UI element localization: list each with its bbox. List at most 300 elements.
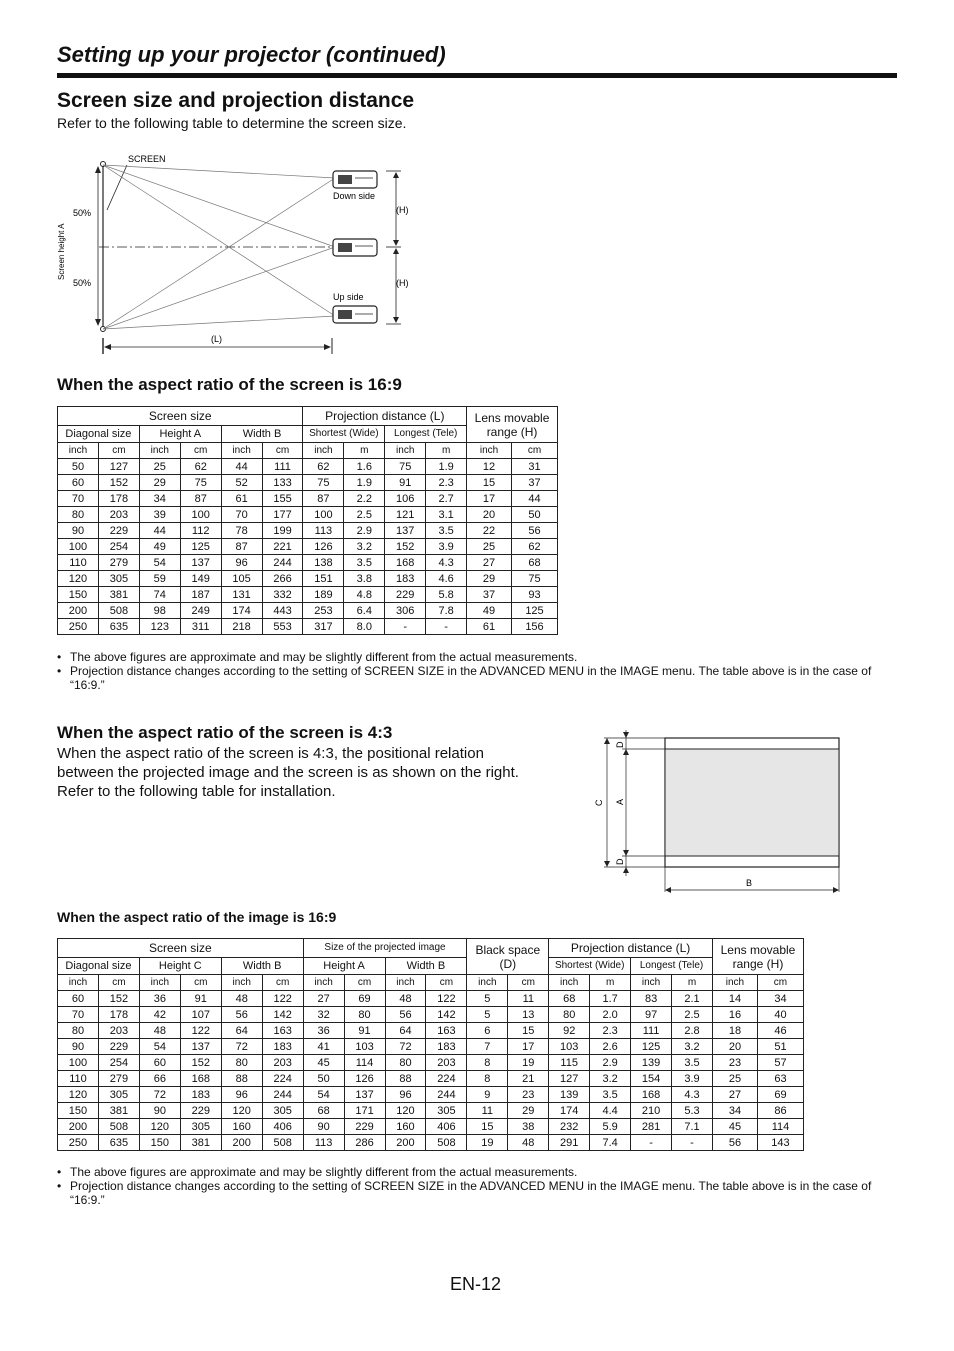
- table-cell: 3.2: [344, 539, 385, 555]
- table-cell: 111: [262, 459, 303, 475]
- table-cell: 68: [549, 991, 590, 1007]
- table-cell: 112: [180, 523, 221, 539]
- col-height-c: Height C: [139, 958, 221, 975]
- table-cell: 48: [508, 1135, 549, 1151]
- table-cell: 114: [757, 1119, 803, 1135]
- table-cell: 27: [303, 991, 344, 1007]
- table-cell: 2.1: [672, 991, 713, 1007]
- unit-cell: m: [672, 975, 713, 991]
- unit-cell: inch: [467, 975, 508, 991]
- table-cell: 187: [180, 587, 221, 603]
- table-cell: 137: [344, 1087, 385, 1103]
- col-shortest: Shortest (Wide): [549, 958, 631, 975]
- unit-cell: m: [344, 443, 385, 459]
- up-side-label: Up side: [333, 292, 364, 302]
- table-cell: 3.5: [344, 555, 385, 571]
- table-cell: 38: [508, 1119, 549, 1135]
- table-cell: 1.9: [426, 459, 467, 475]
- table-row: [58, 507, 558, 523]
- col-lens-line2: range (H): [732, 956, 784, 971]
- table-cell: 168: [385, 555, 426, 571]
- table-row: [58, 1103, 804, 1119]
- table-cell: 150: [58, 587, 99, 603]
- table-cell: 443: [262, 603, 303, 619]
- table-cell: 69: [344, 991, 385, 1007]
- table-cell: 1.9: [344, 475, 385, 491]
- table-cell: 80: [385, 1055, 426, 1071]
- unit-cell: inch: [221, 443, 262, 459]
- table-cell: 48: [221, 991, 262, 1007]
- table-cell: 44: [511, 491, 557, 507]
- table-cell: 168: [180, 1071, 221, 1087]
- table-cell: 635: [98, 619, 139, 635]
- table-cell: 210: [631, 1103, 672, 1119]
- col-width-b-image: Width B: [385, 958, 467, 975]
- table-cell: 110: [58, 1071, 99, 1087]
- l-label: (L): [211, 334, 222, 344]
- col-longest: Longest (Tele): [631, 958, 713, 975]
- table-cell: 3.1: [426, 507, 467, 523]
- table-cell: 61: [467, 619, 512, 635]
- table-cell: 168: [631, 1087, 672, 1103]
- table-cell: 121: [385, 507, 426, 523]
- table-cell: 218: [221, 619, 262, 635]
- table-cell: 68: [511, 555, 557, 571]
- table-row: [58, 555, 558, 571]
- table-cell: 553: [262, 619, 303, 635]
- table-cell: 200: [221, 1135, 262, 1151]
- table-cell: 160: [221, 1119, 262, 1135]
- table-cell: 1.6: [344, 459, 385, 475]
- table-169-body: [58, 443, 558, 635]
- unit-cell: m: [426, 443, 467, 459]
- unit-cell: cm: [426, 975, 467, 991]
- table-cell: 59: [139, 571, 180, 587]
- table-cell: 156: [511, 619, 557, 635]
- table-cell: 3.5: [590, 1087, 631, 1103]
- table-cell: 83: [631, 991, 672, 1007]
- table-row: [58, 1071, 804, 1087]
- table-cell: 221: [262, 539, 303, 555]
- table-cell: 42: [139, 1007, 180, 1023]
- table-cell: 125: [180, 539, 221, 555]
- table-cell: 92: [549, 1023, 590, 1039]
- table-cell: 305: [180, 1119, 221, 1135]
- section43-body: When the aspect ratio of the screen is 4:3, the positional relation between the projected image and the screen is as shown on the right. Refer to the following table for installation.: [57, 745, 519, 800]
- table-cell: 160: [385, 1119, 426, 1135]
- table-cell: 171: [344, 1103, 385, 1119]
- d-label-bottom: D: [615, 858, 625, 865]
- table-cell: 103: [549, 1039, 590, 1055]
- table-cell: 200: [385, 1135, 426, 1151]
- table-row: [58, 587, 558, 603]
- table-cell: 2.5: [672, 1007, 713, 1023]
- table-cell: 254: [98, 1055, 139, 1071]
- unit-cell: inch: [303, 975, 344, 991]
- table-cell: 80: [221, 1055, 262, 1071]
- table-cell: 15: [508, 1023, 549, 1039]
- table-cell: 163: [262, 1023, 303, 1039]
- note-item: • The above figures are approximate and may be slightly different from the actual measurements.: [57, 1165, 897, 1179]
- table-row: [58, 603, 558, 619]
- table-cell: 88: [385, 1071, 426, 1087]
- table-cell: 62: [511, 539, 557, 555]
- table-cell: -: [385, 619, 426, 635]
- table-cell: 90: [303, 1119, 344, 1135]
- table-cell: 74: [139, 587, 180, 603]
- table-cell: 138: [303, 555, 344, 571]
- table-cell: 19: [467, 1135, 508, 1151]
- table-cell: 254: [98, 539, 139, 555]
- table-cell: 2.5: [344, 507, 385, 523]
- table-cell: 120: [221, 1103, 262, 1119]
- table-cell: 80: [58, 1023, 99, 1039]
- col-lens-line1: Lens movable: [720, 942, 796, 957]
- unit-cell: inch: [139, 975, 180, 991]
- table-cell: 60: [58, 991, 99, 1007]
- table-cell: 87: [303, 491, 344, 507]
- table-cell: 100: [303, 507, 344, 523]
- table-cell: 229: [98, 1039, 139, 1055]
- table-cell: 90: [58, 1039, 99, 1055]
- table-cell: 91: [344, 1023, 385, 1039]
- table-cell: 4.6: [426, 571, 467, 587]
- table-cell: 8.0: [344, 619, 385, 635]
- table-cell: 54: [139, 555, 180, 571]
- table-cell: 2.9: [590, 1055, 631, 1071]
- unit-cell: cm: [262, 975, 303, 991]
- table-cell: 44: [221, 459, 262, 475]
- col-projected-image: Size of the projected image: [303, 939, 467, 958]
- table-cell: 51: [757, 1039, 803, 1055]
- col-lens-range: [467, 407, 558, 443]
- table-cell: 98: [139, 603, 180, 619]
- unit-cell: inch: [58, 975, 99, 991]
- down-side-label: Down side: [333, 191, 376, 201]
- table-cell: 96: [221, 555, 262, 571]
- table-cell: 106: [385, 491, 426, 507]
- table-cell: 305: [98, 1087, 139, 1103]
- table-cell: 508: [426, 1135, 467, 1151]
- screen-height-label: Screen height A: [57, 223, 66, 280]
- section-title: Screen size and projection distance: [57, 89, 415, 112]
- table-cell: 381: [98, 1103, 139, 1119]
- table-cell: 7: [467, 1039, 508, 1055]
- percent-label-top: 50%: [73, 208, 92, 218]
- table-cell: 3.5: [672, 1055, 713, 1071]
- table-cell: 21: [508, 1071, 549, 1087]
- table-cell: 25: [139, 459, 180, 475]
- unit-cell: inch: [385, 443, 426, 459]
- table-cell: 137: [180, 1039, 221, 1055]
- table-cell: 250: [58, 619, 99, 635]
- section-intro: Refer to the following table to determine the screen size.: [57, 115, 407, 131]
- table-cell: 27: [467, 555, 512, 571]
- col-black-space: [467, 939, 549, 975]
- table-cell: 122: [180, 1023, 221, 1039]
- table-cell: 152: [385, 539, 426, 555]
- unit-cell: inch: [549, 975, 590, 991]
- table-cell: 2.9: [344, 523, 385, 539]
- table-cell: 152: [98, 991, 139, 1007]
- table-cell: 279: [98, 555, 139, 571]
- table-cell: 72: [385, 1039, 426, 1055]
- table-cell: 7.4: [590, 1135, 631, 1151]
- table-cell: 63: [757, 1071, 803, 1087]
- table-cell: 139: [549, 1087, 590, 1103]
- table-cell: 203: [426, 1055, 467, 1071]
- table169-notes: [57, 650, 897, 692]
- table-cell: 44: [139, 523, 180, 539]
- table-row: [58, 1055, 804, 1071]
- col-height-a: Height A: [303, 958, 385, 975]
- table-cell: 72: [221, 1039, 262, 1055]
- projected-image-area: [665, 749, 839, 856]
- h-label-bottom: (H): [396, 278, 409, 288]
- table-cell: 34: [712, 1103, 757, 1119]
- table-cell: 174: [221, 603, 262, 619]
- table-cell: 115: [549, 1055, 590, 1071]
- table-cell: 244: [426, 1087, 467, 1103]
- table-cell: 45: [303, 1055, 344, 1071]
- note-item: • Projection distance changes according to the setting of SCREEN SIZE in the ADVANCED MENU in the IMAGE menu. The table above is in the case of “16:9.”: [57, 1179, 897, 1207]
- col-diagonal: Diagonal size: [58, 958, 140, 975]
- unit-cell: cm: [98, 975, 139, 991]
- table43-heading: When the aspect ratio of the image is 16:9: [57, 909, 337, 925]
- table-cell: 70: [221, 507, 262, 523]
- table-cell: 36: [139, 991, 180, 1007]
- table-cell: 29: [139, 475, 180, 491]
- table-cell: 2.3: [426, 475, 467, 491]
- col-projection-distance: Projection distance (L): [549, 939, 713, 958]
- table-cell: 4.8: [344, 587, 385, 603]
- table-cell: 244: [262, 1087, 303, 1103]
- table-cell: 12: [467, 459, 512, 475]
- table-cell: 37: [511, 475, 557, 491]
- table-cell: 127: [98, 459, 139, 475]
- table-cell: 2.0: [590, 1007, 631, 1023]
- table-row: [58, 1007, 804, 1023]
- projection-diagram: [55, 148, 425, 358]
- table-cell: 183: [262, 1039, 303, 1055]
- table-cell: 50: [58, 459, 99, 475]
- table-cell: 61: [221, 491, 262, 507]
- table-cell: 286: [344, 1135, 385, 1151]
- table-cell: 75: [180, 475, 221, 491]
- table-cell: 23: [712, 1055, 757, 1071]
- table-cell: 279: [98, 1071, 139, 1087]
- table-cell: 78: [221, 523, 262, 539]
- col-diagonal: Diagonal size: [58, 426, 140, 443]
- table-cell: 199: [262, 523, 303, 539]
- table-cell: 96: [221, 1087, 262, 1103]
- table-cell: 229: [180, 1103, 221, 1119]
- table-cell: 125: [511, 603, 557, 619]
- table-cell: 126: [303, 539, 344, 555]
- table-cell: 305: [98, 571, 139, 587]
- table-cell: 56: [712, 1135, 757, 1151]
- table-row: [58, 1119, 804, 1135]
- table-cell: 143: [757, 1135, 803, 1151]
- table-cell: 11: [508, 991, 549, 1007]
- table-cell: 29: [467, 571, 512, 587]
- section43-heading: When the aspect ratio of the screen is 4:3: [57, 723, 393, 742]
- table-row: [58, 1039, 804, 1055]
- table-row: [58, 459, 558, 475]
- table-cell: 54: [303, 1087, 344, 1103]
- table-cell: 291: [549, 1135, 590, 1151]
- table-row: [58, 491, 558, 507]
- table-cell: 75: [511, 571, 557, 587]
- a-label: A: [615, 798, 625, 805]
- projector-bottom-icon: [333, 306, 377, 323]
- table-cell: 224: [426, 1071, 467, 1087]
- table-cell: 14: [712, 991, 757, 1007]
- screen-label: SCREEN: [128, 154, 166, 164]
- table-cell: 52: [221, 475, 262, 491]
- table-cell: 266: [262, 571, 303, 587]
- table-cell: 56: [221, 1007, 262, 1023]
- col-width-b: Width B: [221, 958, 303, 975]
- table-cell: 80: [58, 507, 99, 523]
- table-cell: 155: [262, 491, 303, 507]
- table-cell: 120: [58, 1087, 99, 1103]
- table-cell: 125: [631, 1039, 672, 1055]
- col-black-line2: (D): [499, 956, 517, 971]
- table-cell: 151: [303, 571, 344, 587]
- table-cell: 142: [262, 1007, 303, 1023]
- table-row: [58, 539, 558, 555]
- table-cell: 2.7: [426, 491, 467, 507]
- table-cell: 249: [180, 603, 221, 619]
- table-cell: 45: [712, 1119, 757, 1135]
- table-cell: 87: [221, 539, 262, 555]
- table-cell: 3.8: [344, 571, 385, 587]
- table-cell: 15: [467, 475, 512, 491]
- table-cell: 305: [426, 1103, 467, 1119]
- table-cell: 2.6: [590, 1039, 631, 1055]
- table-cell: 635: [98, 1135, 139, 1151]
- d-label-top: D: [615, 741, 625, 748]
- table-cell: 100: [58, 1055, 99, 1071]
- table-cell: 69: [757, 1087, 803, 1103]
- table-cell: 163: [426, 1023, 467, 1039]
- table-cell: 56: [511, 523, 557, 539]
- col-shortest: Shortest (Wide): [303, 426, 385, 443]
- table-cell: 178: [98, 1007, 139, 1023]
- col-lens-line1: Lens movable: [474, 410, 550, 425]
- table-cell: 4.4: [590, 1103, 631, 1119]
- table-cell: 16: [712, 1007, 757, 1023]
- table-cell: 40: [757, 1007, 803, 1023]
- table-cell: 49: [467, 603, 512, 619]
- table-cell: 110: [58, 555, 99, 571]
- table-cell: 229: [385, 587, 426, 603]
- table-cell: -: [426, 619, 467, 635]
- table-cell: 8: [467, 1071, 508, 1087]
- table-cell: 86: [757, 1103, 803, 1119]
- table-cell: 229: [98, 523, 139, 539]
- table-row: [58, 1087, 804, 1103]
- table-cell: 97: [631, 1007, 672, 1023]
- table-cell: 183: [385, 571, 426, 587]
- table-cell: 6: [467, 1023, 508, 1039]
- table-cell: 5: [467, 1007, 508, 1023]
- percent-label-bottom: 50%: [73, 278, 92, 288]
- table-cell: 3.2: [590, 1071, 631, 1087]
- table-cell: 203: [98, 1023, 139, 1039]
- unit-cell: cm: [98, 443, 139, 459]
- unit-cell: inch: [221, 975, 262, 991]
- table-cell: 123: [139, 619, 180, 635]
- table-cell: 2.2: [344, 491, 385, 507]
- table-cell: 152: [180, 1055, 221, 1071]
- unit-cell: inch: [303, 443, 344, 459]
- table-cell: 253: [303, 603, 344, 619]
- table-row: [58, 1023, 804, 1039]
- table-cell: 37: [467, 587, 512, 603]
- unit-cell: inch: [631, 975, 672, 991]
- table169-heading: When the aspect ratio of the screen is 16:9: [57, 375, 402, 394]
- table-cell: 90: [58, 523, 99, 539]
- table-cell: 131: [221, 587, 262, 603]
- table-cell: 50: [511, 507, 557, 523]
- col-height-a: Height A: [139, 426, 221, 443]
- unit-cell: m: [590, 975, 631, 991]
- table-cell: 72: [139, 1087, 180, 1103]
- table-cell: 406: [426, 1119, 467, 1135]
- page-header-title: Setting up your projector (continued): [57, 42, 446, 67]
- table-cell: 508: [98, 1119, 139, 1135]
- table-cell: 11: [467, 1103, 508, 1119]
- table-cell: 17: [508, 1039, 549, 1055]
- table-cell: -: [672, 1135, 713, 1151]
- table-cell: 46: [757, 1023, 803, 1039]
- table-cell: 56: [385, 1007, 426, 1023]
- table-cell: 25: [712, 1071, 757, 1087]
- table-cell: 29: [508, 1103, 549, 1119]
- unit-cell: inch: [58, 443, 99, 459]
- table-row: [58, 991, 804, 1007]
- table-cell: 49: [139, 539, 180, 555]
- table-cell: 311: [180, 619, 221, 635]
- unit-cell: inch: [139, 443, 180, 459]
- table-cell: 406: [262, 1119, 303, 1135]
- table-cell: 3.5: [426, 523, 467, 539]
- unit-cell: cm: [511, 443, 557, 459]
- table-cell: 203: [98, 507, 139, 523]
- table-cell: 62: [180, 459, 221, 475]
- col-longest: Longest (Tele): [385, 426, 467, 443]
- table-cell: 122: [262, 991, 303, 1007]
- col-screen-size: Screen size: [58, 407, 303, 426]
- table-cell: 19: [508, 1055, 549, 1071]
- table-cell: 18: [712, 1023, 757, 1039]
- table-cell: 105: [221, 571, 262, 587]
- unit-cell: inch: [712, 975, 757, 991]
- table-cell: 91: [385, 475, 426, 491]
- table-cell: 178: [98, 491, 139, 507]
- table-cell: 70: [58, 1007, 99, 1023]
- table-cell: 114: [344, 1055, 385, 1071]
- table-cell: 137: [385, 523, 426, 539]
- table-cell: 150: [58, 1103, 99, 1119]
- table-cell: 232: [549, 1119, 590, 1135]
- table-cell: 122: [426, 991, 467, 1007]
- table-row: [58, 619, 558, 635]
- b-label: B: [746, 878, 753, 888]
- table-cell: 62: [303, 459, 344, 475]
